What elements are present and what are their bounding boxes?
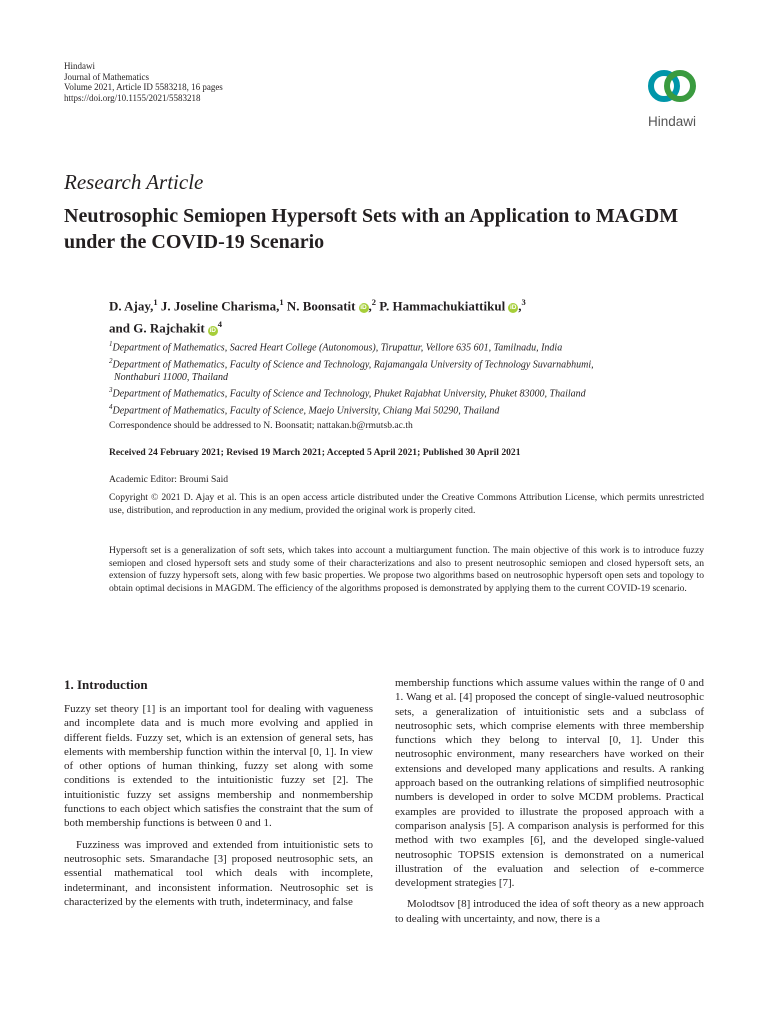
orcid-icon[interactable]: iD	[360, 304, 367, 312]
academic-editor: Academic Editor: Broumi Said	[109, 474, 229, 485]
right-column	[395, 676, 704, 926]
correspondence-line: Correspondence should be addressed to N. Boonsatit; nattakan.b@rmutsb.ac.th	[109, 420, 413, 431]
body-paragraph: Molodtsov [8] introduced the idea of soft theory as a new approach to dealing with uncertainty, and now, there is a	[395, 898, 704, 925]
paper-title: Neutrosophic Semiopen Hypersoft Sets with an Application to MAGDM under the COVID-19 Scenario	[64, 205, 679, 253]
body-paragraph: Fuzzy set theory [1] is an important tool for dealing with vagueness and incomplete data and is much more evolving and applied in different fields. Fuzzy set, which is an extension of general sets, has elements with membership function within the interval [0, 1]. In view of other options of human thinking, fuzzy set along with some conditions is extended to the intuitionistic fuzzy set [2]. The intuitionistic fuzzy set assigns membership and nonmembership functions to each object which satisfies the constraint that the sum of both membership functions is between 0 and 1.	[64, 703, 373, 830]
section-heading: 1. Introduction	[64, 677, 148, 692]
affiliation-item	[109, 384, 704, 401]
orcid-icon[interactable]: iD	[509, 304, 517, 312]
doi-link[interactable]: https://doi.org/10.1155/2021/5583218	[64, 92, 201, 103]
abstract-text: Hypersoft set is a generalization of soft sets, which takes into account a multiargument function. The main objective of this work is to introduce fuzzy semiopen and closed hypersoft sets and study some of their characterizations and also to present neutrosophic semiopen and closed hypersoft sets, an extension of fuzzy hypersoft sets, along with few basic properties. We propose two algorithms based on neutrosophic hypersoft open sets and topology to obtain optimal decisions in MAGDM. The efficiency of the algorithms proposed is demonstrated by applying them to the current COVID-19 scenario.	[109, 545, 704, 594]
author-affil-sup: 1	[279, 297, 284, 307]
journal-name: Journal of Mathematics	[64, 71, 149, 82]
affiliation-sup: 4	[109, 402, 113, 411]
copyright-notice: Copyright © 2021 D. Ajay et al. This is an open access article distributed under the Creative Commons Attribution License, which permits unrestricted use, distribution, and reproduction in any medium, provided the original work is properly cited.	[109, 492, 704, 516]
affiliation-item	[109, 338, 704, 355]
volume-line: Volume 2021, Article ID 5583218, 16 pages	[64, 82, 223, 93]
body-paragraph: membership functions which assume values within the range of 0 and 1. Wang et al. [4] proposed the concept of single-valued neutrosophic sets, a generalization of intuitionistic sets and a subclass of neutrosophic sets, which comprise elements with three membership functions which they belong to interval [0, 1]. Under this neutrosophic environment, many researchers have worked on their extensions and developed many applications and results. A ranking approach based on the outranking relations of simplified neutrosophic numbers is developed in order to solve MCDM problems. Practical examples are provided to illustrate the proposed approach with a comparison analysis [5]. A comparison analysis is performed for this method with two examples [6], and the developed single-valued neutrosophic TOPSIS extension is demonstrated on a numerical illustration of the evaluation and selection of e-commerce development strategies [7].	[395, 677, 704, 890]
publisher-name: Hindawi	[64, 61, 95, 71]
affiliation-sup: 2	[109, 356, 113, 365]
orcid-icon[interactable]: iD	[209, 326, 216, 334]
affiliation-text: Department of Mathematics, Faculty of Science, Maejo University, Chiang Mai 50290, Thailand	[112, 405, 500, 417]
article-type: Research Article	[64, 170, 204, 194]
affiliation-item	[109, 401, 704, 418]
author-affil-sup: 1	[153, 297, 158, 307]
author-name: J. Joseline Charisma,	[160, 298, 280, 314]
left-column	[64, 702, 373, 909]
publication-dates: Received 24 February 2021; Revised 19 March 2021; Accepted 5 April 2021; Published 30 April 2021	[109, 447, 521, 458]
affiliation-text: Department of Mathematics, Faculty of Science and Technology, Phuket Rajabhat University, Phuket 83000, Thailand	[112, 388, 586, 400]
author-name: and G. Rajchakit	[109, 320, 205, 336]
author-name: P. Hammachukiattikul	[379, 298, 506, 314]
affiliation-sup: 3	[109, 386, 113, 395]
affiliation-list	[109, 338, 704, 417]
affiliation-item	[109, 371, 704, 384]
author-affil-sup: 3	[521, 297, 526, 307]
author-name: D. Ajay,	[109, 298, 154, 314]
author-list: D. Ajay,$^1$ J. Joseline Charisma,$^1$ N. Boonsatit iD ,$^2$ P. Hammachukiattikul iD ,$^3$ and G. Rajchakit $iD^4$	[109, 297, 526, 336]
journal-info	[64, 61, 223, 103]
author-affil-sup: 2	[371, 297, 376, 307]
affiliation-sup: 1	[109, 340, 113, 348]
author-affil-sup: 4	[217, 319, 222, 330]
affiliation-text: Department of Mathematics, Sacred Heart College (Autonomous), Tirupattur, Vellore 635 601, Tamilnadu, India	[112, 342, 563, 354]
affiliation-text: Nonthaburi 11000, Thailand	[114, 372, 228, 384]
body-paragraph: Fuzziness was improved and extended from intuitionistic sets to neutrosophic sets. Smarandache [3] proposed neutrosophic sets, an essential mathematical tool which deals with incomplete, indeterminant, and inconsistent information. Neutrosophic set is characterized by the elements with truth, indeterminacy, and false	[64, 838, 373, 908]
affiliation-item	[109, 355, 704, 372]
affiliation-text: Department of Mathematics, Faculty of Science and Technology, Rajamangala University of Technology Suvarnabhumi,	[112, 358, 594, 370]
logo-wordmark: Hindawi	[647, 114, 697, 129]
author-name: N. Boonsatit	[286, 298, 356, 314]
